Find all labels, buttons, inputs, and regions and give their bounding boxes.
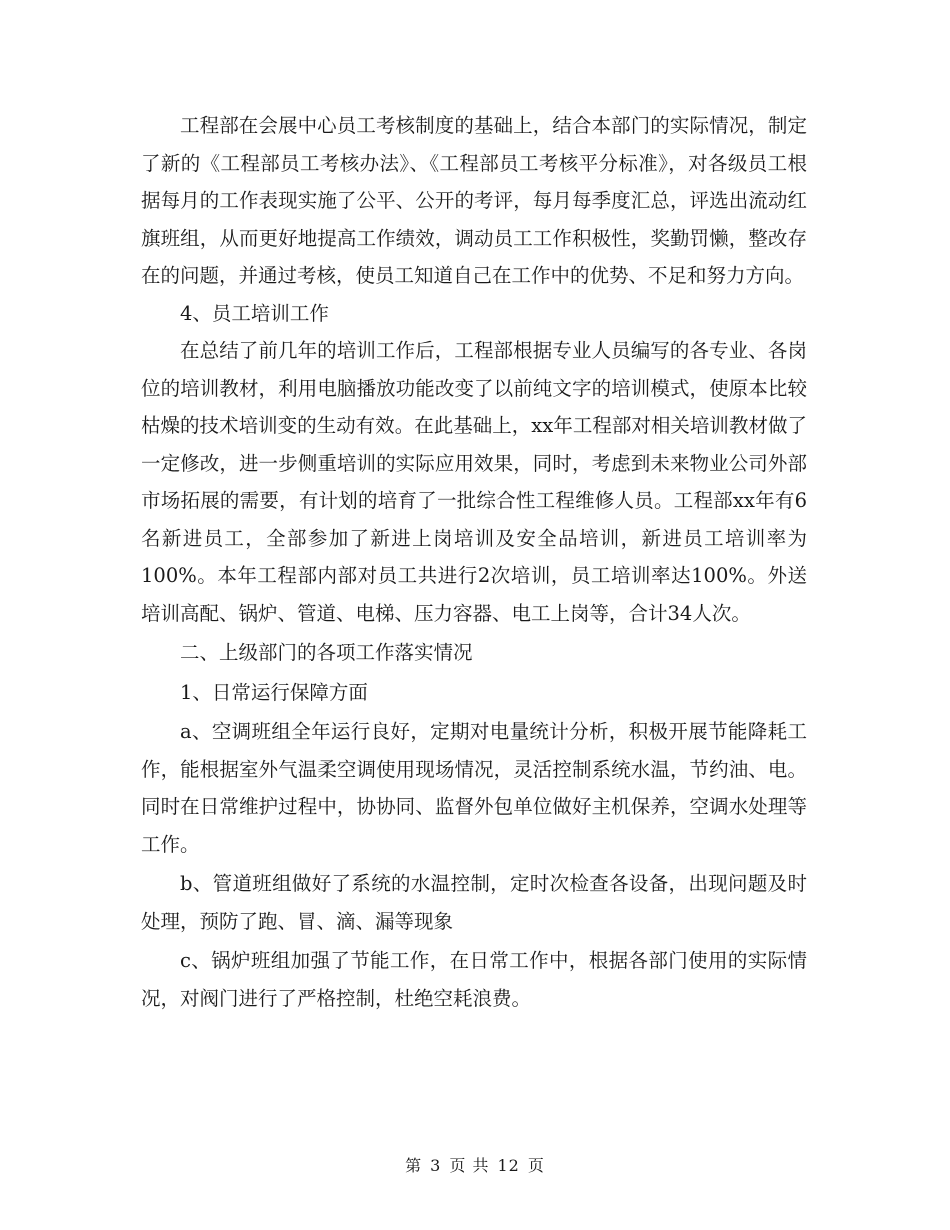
paragraph-training: 在总结了前几年的培训工作后，工程部根据专业人员编写的各专业、各岗位的培训教材，利用电脑播放功能改变了以前纯文字的培训模式，使原本比较枯燥的技术培训变的生动有效。在此基础上，xx年工程部对相关培训教材做了一定修改，进一步侧重培训的实际应用效果，同时，考虑到未来物业公司外部市场拓展的需要，有计划的培育了一批综合性工程维修人员。工程部xx年有6名新进员工，全部参加了新进上岗培训及安全品培训，新进员工培训率为100%。本年工程部内部对员工共进行2次培训，员工培训率达100%。外送培训高配、锅炉、管道、电梯、压力容器、电工上岗等，合计34人次。 [141, 339, 807, 625]
footer-total-pages: 12 [497, 1156, 520, 1175]
paragraph-assessment: 工程部在会展中心员工考核制度的基础上，结合本部门的实际情况，制定了新的《工程部员工考核办法》、《工程部员工考核平分标准》，对各级员工根据每月的工作表现实施了公平、公开的考评，每月每季度汇总，评选出流动红旗班组，从而更好地提高工作绩效，调动员工工作积极性，奖勤罚懒，整改存在的问题，并通过考核，使员工知道自己在工作中的优势、不足和努力方向。 [141, 114, 807, 287]
footer-middle: 页 共 [449, 1156, 490, 1175]
footer-suffix: 页 [527, 1156, 545, 1175]
paragraph-item-a: a、空调班组全年运行良好，定期对电量统计分析，积极开展节能降耗工作，能根据室外气温柔空调使用现场情况，灵活控制系统水温，节约油、电。同时在日常维护过程中，协协同、监督外包单位做好主机保养，空调水处理等工作。 [141, 720, 807, 856]
subsection-heading-daily-operation: 1、日常运行保障方面 [180, 680, 368, 704]
paragraph-item-b: b、管道班组做好了系统的水温控制，定时次检查各设备，出现问题及时处理，预防了跑、冒、滴、漏等现象 [141, 872, 807, 933]
section-heading-implementation: 二、上级部门的各项工作落实情况 [180, 641, 473, 664]
footer-page-number: 3 [430, 1156, 442, 1175]
page-footer [0, 1153, 950, 1176]
document-body [141, 107, 807, 1017]
section-heading-training: 4、员工培训工作 [180, 301, 329, 325]
paragraph-item-c: c、锅炉班组加强了节能工作，在日常工作中，根据各部门使用的实际情况，对阀门进行了严格控制，杜绝空耗浪费。 [141, 949, 807, 1010]
footer-prefix: 第 [405, 1156, 423, 1175]
